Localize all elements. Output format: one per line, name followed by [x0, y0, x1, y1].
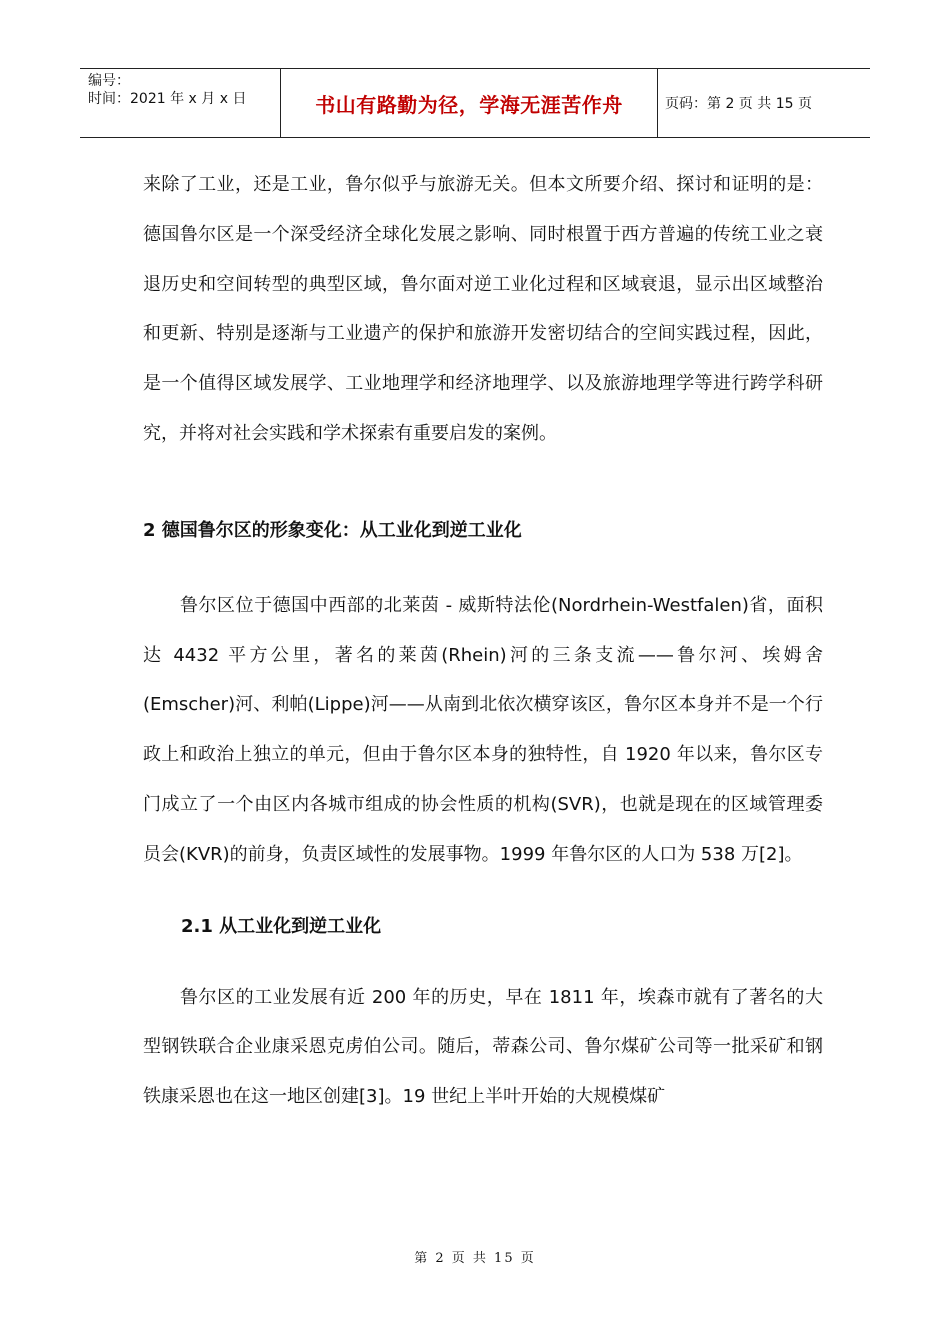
- header-motto-cell: [281, 69, 658, 137]
- header-meta: [80, 69, 281, 137]
- page-info: 页码：第 2 页 共 15 页: [665, 96, 812, 112]
- section-heading-2-1: 2.1 从工业化到逆工业化: [181, 915, 382, 937]
- document-header: [80, 68, 870, 138]
- motto-text: 书山有路勤为径，学海无涯苦作舟: [315, 92, 623, 117]
- document-body: [143, 160, 823, 1122]
- page-footer: 第 2 页 共 15 页: [414, 1251, 536, 1266]
- paragraph-1: 来除了工业，还是工业，鲁尔似乎与旅游无关。但本文所要介绍、探讨和证明的是：德国鲁尔区是一个深受经济全球化发展之影响、同时根置于西方普遍的传统工业之衰退历史和空间转型的典型区域，鲁尔面对逆工业化过程和区域衰退，显示出区域整治和更新、特别是逐渐与工业遗产的保护和旅游开发密切结合的空间实践过程，因此，是一个值得区域发展学、工业地理学和经济地理学、以及旅游地理学等进行跨学科研究，并将对社会实践和学术探索有重要启发的案例。: [143, 174, 823, 444]
- paragraph-3: 鲁尔区的工业发展有近 200 年的历史，早在 1811 年，埃森市就有了著名的大型钢铁联合企业康采恩克虏伯公司。随后，蒂森公司、鲁尔煤矿公司等一批采矿和钢铁康采恩也在这一地区创建[3]。19 世纪上半叶开始的大规模煤矿: [143, 986, 823, 1108]
- section-heading-2: 2 德国鲁尔区的形象变化：从工业化到逆工业化: [143, 519, 522, 541]
- header-page-info-cell: [658, 69, 870, 137]
- time-label: 时间：2021 年 x 月 x 日: [88, 91, 247, 107]
- paragraph-2: 鲁尔区位于德国中西部的北莱茵 - 威斯特法伦(Nordrhein-Westfalen)省，面积达 4432 平方公里，著名的莱茵(Rhein)河的三条支流——鲁尔河、埃姆舍(Emscher)河、利帕(Lippe)河——从南到北依次横穿该区，鲁尔区本身并不是一个行政上和政治上独立的单元，但由于鲁尔区本身的独特性，自 1920 年以来，鲁尔区专门成立了一个由区内各城市组成的协会性质的机构(SVR)，也就是现在的区域管理委员会(KVR)的前身，负责区域性的发展事物。1999 年鲁尔区的人口为 538 万[2]。: [143, 594, 823, 865]
- number-label: 编号：: [88, 73, 130, 89]
